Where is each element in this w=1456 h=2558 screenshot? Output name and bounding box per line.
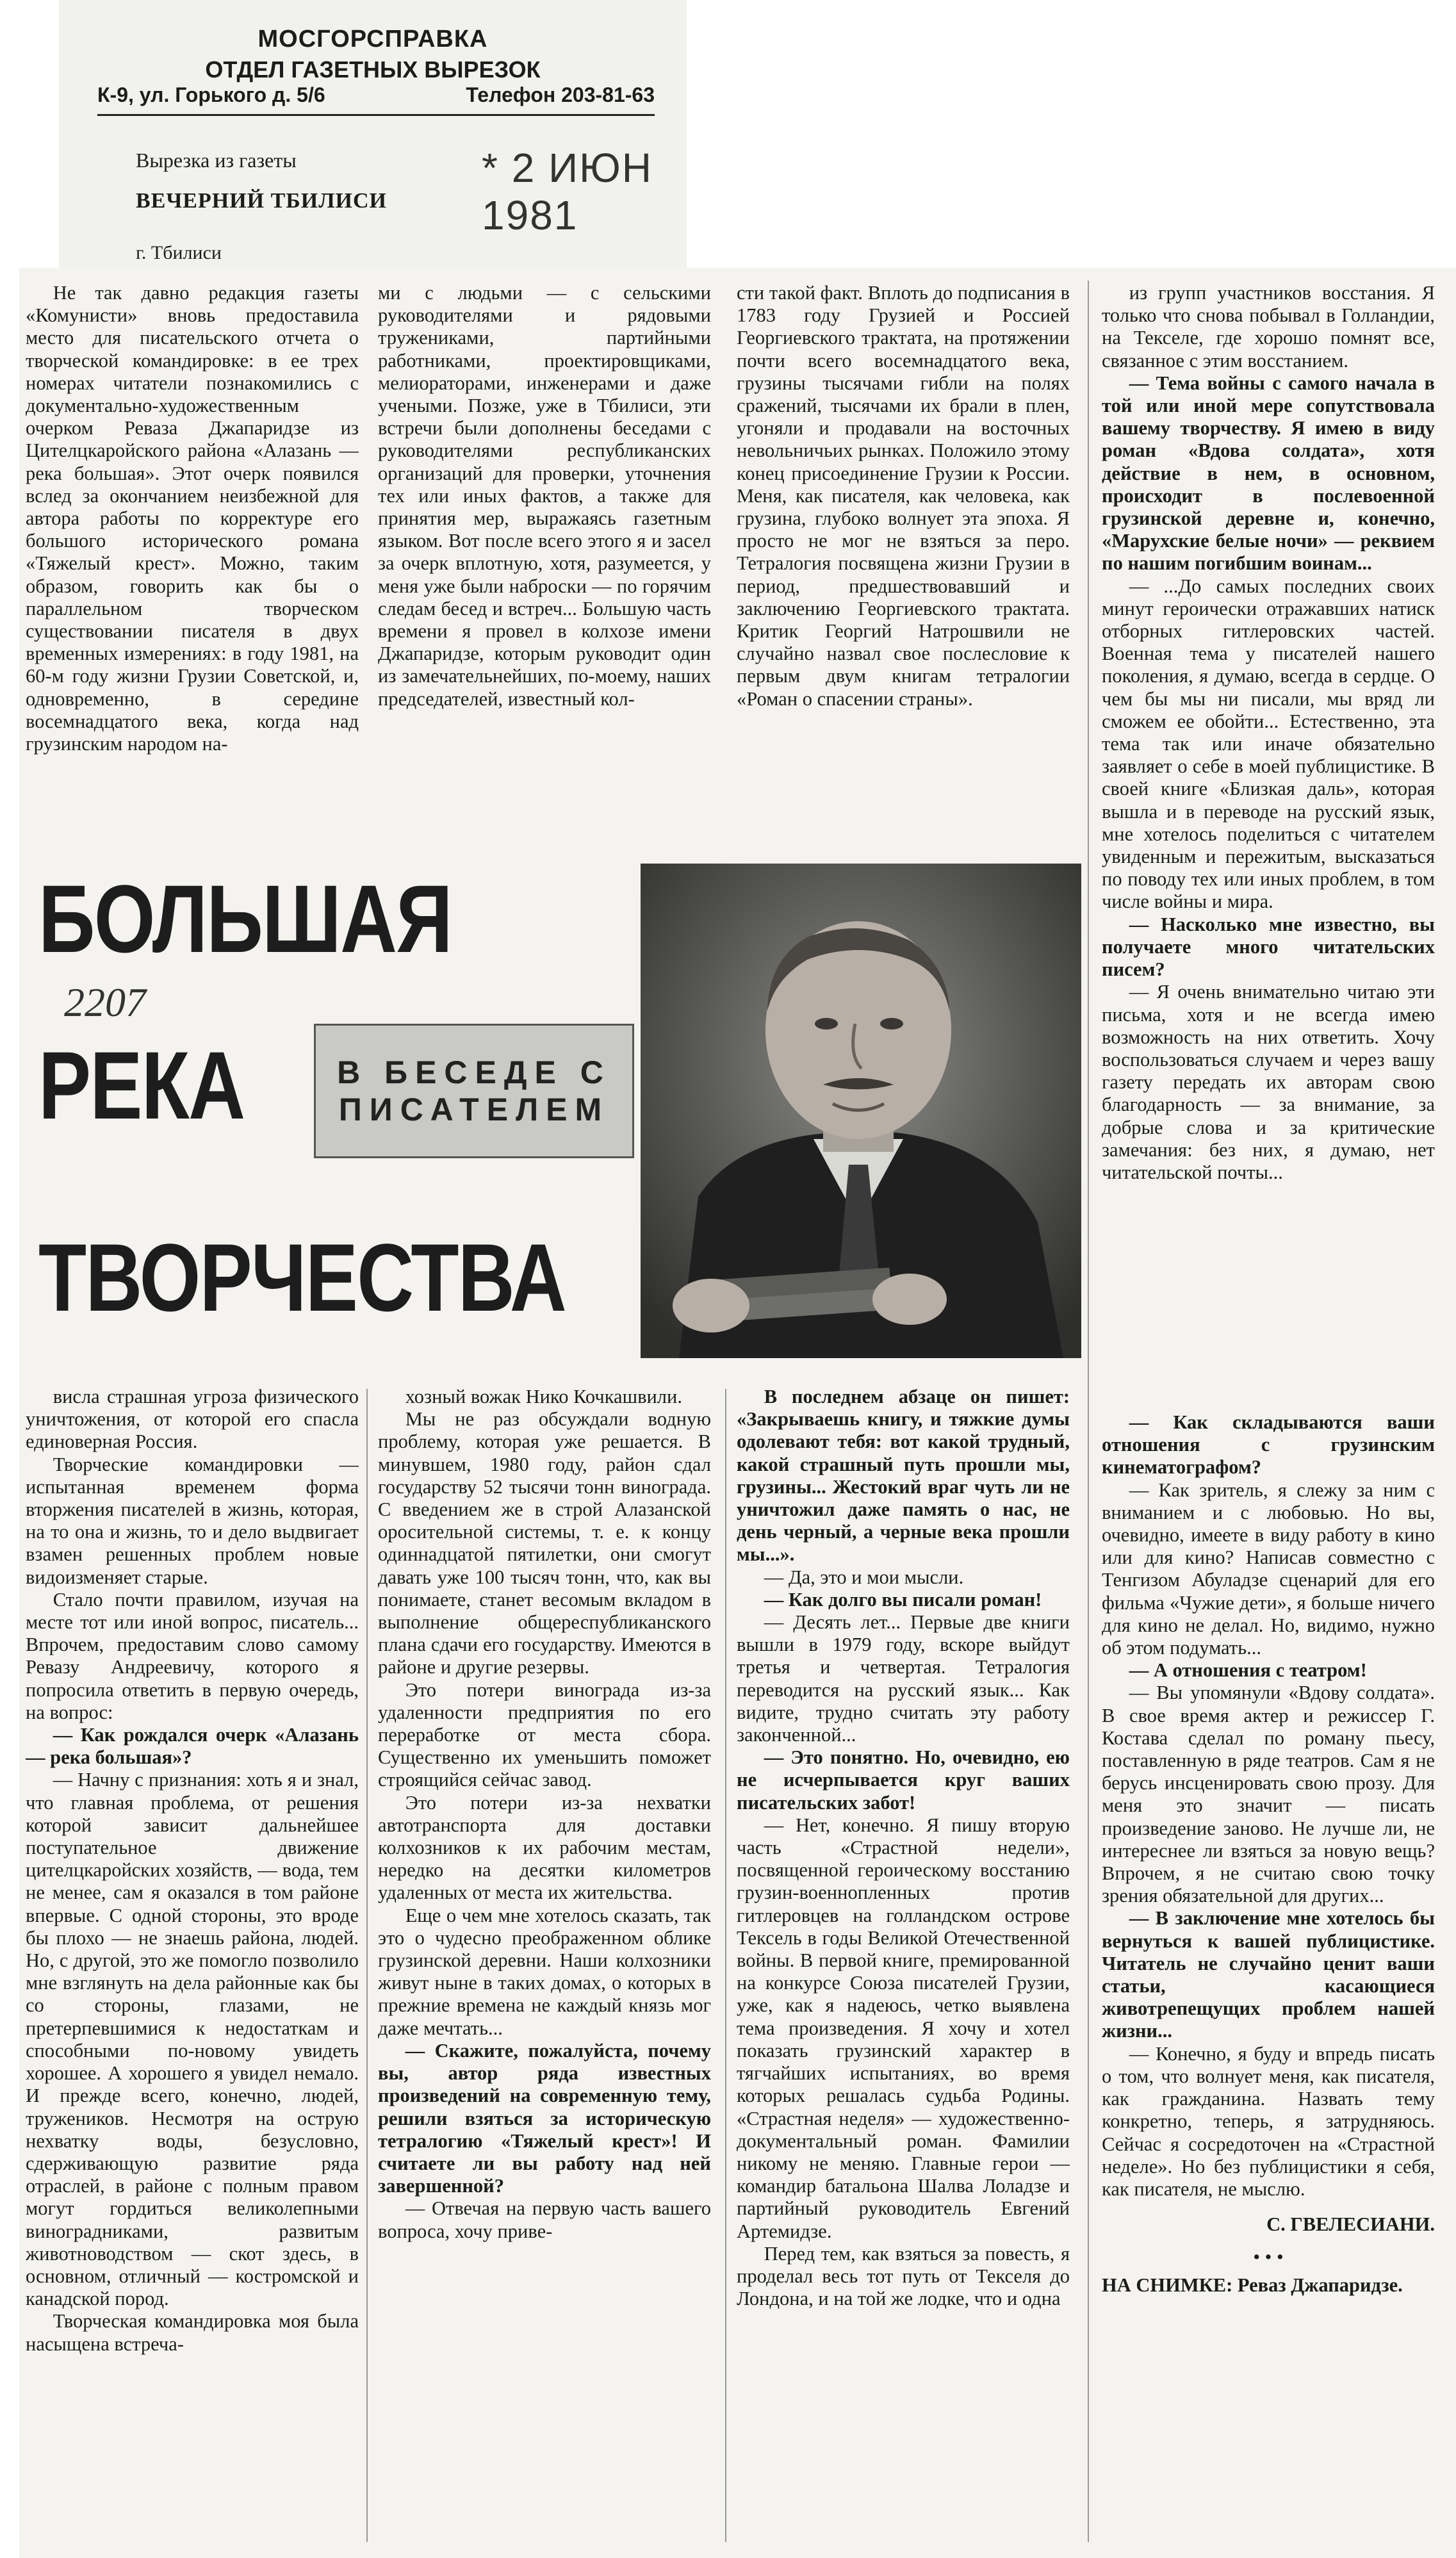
interview-question: — Это понятно. Но, очевидно, ею не исчерпывается круг ваших писательских забот! <box>737 1746 1070 1814</box>
badge-line-1: В БЕСЕДЕ С <box>337 1054 611 1090</box>
lower-column-2 <box>378 1386 711 2552</box>
article-paragraph: хозный вожак Нико Кочкашвили. <box>405 1386 682 1407</box>
interview-question: — Как рождался очерк «Алазань — река большая»? <box>26 1724 359 1769</box>
interview-question: — Скажите, пожалуйста, почему вы, автор ряда известных произведений на современную тему, решили взяться за историческую тетралогию «Тяжелый крест»! И считаете ли вы работу над ней завершенной? <box>378 2039 711 2197</box>
city: г. Тбилиси <box>136 242 222 263</box>
article-paragraph: Еще о чем мне хотелось сказать, так это о чудесно преображенном облике грузинской деревни. Наши колхозники живут ныне в таких домах, о которых в прежние времена не каждый князь мог даже мечтать... <box>378 1904 711 2039</box>
address-line <box>97 83 655 107</box>
header-divider <box>97 114 655 116</box>
upper-column-2 <box>378 282 711 846</box>
upper-column-4 <box>1102 282 1435 1400</box>
newspaper-name: ВЕЧЕРНИЙ ТБИЛИСИ <box>136 189 387 213</box>
article-paragraph: — Десять лет... Первые две книги вышли в 1979 году, вскоре выйдут третья и четвертая. Тетралогия переводится на русский язык... Как видите, трудно считать эту работу законченной... <box>737 1611 1070 1746</box>
article-paragraph: — Как зритель, я слежу за ним с вниманием и с любовью. Но вы, очевидно, имеете в виду работу в кино или для кино? Написав совместно с Тенгизом Абуладзе сценарий для его фильма «Чужие дети», я больше ничего для кино не делал. Но, видимо, нужно об этом подумать... <box>1102 1479 1435 1659</box>
article-paragraph: — Отвечая на первую часть вашего вопроса, хочу приве- <box>378 2197 711 2242</box>
department-name: ОТДЕЛ ГАЗЕТНЫХ ВЫРЕЗОК <box>205 56 541 83</box>
article-paragraph: ми с людьми — с сельскими руководителями и рядовыми тружениками, партийными работниками, проектировщиками, мелиораторами, инженерами и даже учеными. Позже, уже в Тбилиси, эти встречи были дополнены беседами с руководителями республиканских организаций для проверки, уточнения тех или иных фактов, а также для принятия мер, выражаясь газетным языком. Вот после всего этого я и засел за очерк вплотную, хотя, разумеется, у меня уже были наброски — по горячим следам бесед и встреч... Большую часть времени я провел в колхозе имени Джапаридзе, которым руководит один из замечательнейших, по-моему, наших председателей, известный кол- <box>378 282 711 710</box>
headline-line-3: ТВОРЧЕСТВА <box>38 1224 566 1331</box>
interview-question: — А отношения с театром! <box>1129 1659 1367 1682</box>
article-paragraph: Творческие командировки — испытанная временем форма вторжения писателей в жизнь, которая, на то она и жизнь, то и дело выдвигает взамен решенных проблем новые видоизменяет старые. <box>26 1453 359 1588</box>
lower-column-1 <box>26 1386 359 2552</box>
article-paragraph: Это потери из-за нехватки автотранспорта для доставки колхозников к их рабочим местам, нередко на десятки километров удаленных от места их жительства. <box>378 1791 711 1904</box>
interview-question: — Как долго вы писали роман! <box>764 1588 1042 1611</box>
author-signature: С. ГВЕЛЕСИАНИ. <box>1266 2213 1435 2236</box>
headline-block <box>38 864 641 1370</box>
article-paragraph: — Да, это и мои мысли. <box>764 1566 964 1588</box>
interview-question: — Тема войны с самого начала в той или иной мере сопутствовала вашему творчеству. Я имею в виду роман «Вдова солдата», хотя действие в нем, в основном, происходит в послевоенной грузинской деревне и, конечно, «Марухские белые ночи» — реквием по нашим погибшим воинам... <box>1102 372 1435 575</box>
article-paragraph: Творческая командировка моя была насыщена встреча- <box>26 2310 359 2355</box>
headline-line-1: БОЛЬШАЯ <box>38 865 452 972</box>
interview-question: — В заключение мне хотелось бы вернуться к вашей публицистике. Читатель не случайно ценит ваши статьи, касающиеся животрепещущих проблем нашей жизни... <box>1102 1907 1435 2042</box>
column-rule <box>725 1389 726 2542</box>
article-paragraph: — Начну с признания: хоть я и знал, что главная проблема, от решения которой зависит дальнейшее поступательное движение цителцкаройских хозяйств, — вода, тем не менее, сам я оказался в том районе впервые. С одной стороны, это вроде бы плохо — не знаешь района, людей. Но, с другой, это же помогло позволило мне взглянуть на дела районные как бы со стороны, глазами, не претерпевшимися к недостаткам и способными по-новому увидеть хорошее. А хорошего я увидел немало. И прежде всего, конечно, людей, тружеников. Несмотря на острую нехватку воды, безусловно, сдерживающую развитие ряда отраслей, в районе с полным правом могут гордиться великолепными виноградниками, развитым животноводством — скот здесь, в основном, отличный — костромской и канадской пород. <box>26 1769 359 2310</box>
article-paragraph: Не так давно редакция газеты «Комунисти» вновь предоставила место для писательского отчета о творческой командировке: в ее трех номерах читатели познакомились с документально-художественным очерком Реваза Джапаридзе из Цителцкаройского района «Алазань — река большая». Этот очерк появился вслед за окончанием неизбежной для автора работы по корректуре его большого исторического романа «Тяжелый крест». Можно, таким образом, говорить как бы о параллельном творческом существовании писателя в двух временных измерениях: в году 1981, на 60-м году жизни Грузии Советской, и, одновременно, в середине восемнадцатого века, когда над грузинским народом на- <box>26 282 359 755</box>
article-paragraph: из групп участников восстания. Я только что снова побывал в Голландии, на Текселе, где хорошо помнят все, связанное с этим восстанием. <box>1102 282 1435 372</box>
badge-line-2: ПИСАТЕЛЕМ <box>338 1092 610 1127</box>
lower-column-3 <box>737 1386 1070 2552</box>
date-stamp: * 2 ИЮН 1981 <box>482 145 653 238</box>
upper-column-3 <box>737 282 1070 846</box>
article-paragraph: Перед тем, как взяться за повесть, я проделал весь тот путь от Текселя до Лондона, и на той же лодке, что и одна <box>737 2242 1070 2310</box>
column-rule <box>366 1389 368 2542</box>
handwritten-number: 2207 <box>64 980 146 1025</box>
interview-question: — Насколько мне известно, вы получаете много читательских писем? <box>1102 913 1435 981</box>
newspaper-clipping <box>19 268 1456 2558</box>
cut-label: Вырезка из газеты <box>136 149 297 172</box>
upper-column-1 <box>26 282 359 846</box>
portrait-illustration <box>641 864 1081 1358</box>
interview-question: В последнем абзаце он пишет: «Закрываешь книгу, и тяжкие думы одолевают тебя: вот какой трудный, какой страшный путь прошли мы, грузины... Жестокий враг чуть ли не уничтожил даже память о нас, не день черный, а черные века прошли мы...». <box>737 1386 1070 1566</box>
article-paragraph: сти такой факт. Вплоть до подписания в 1783 году Грузией и Россией Георгиевского трактата, на протяжении почти всего восемнадцатого века, грузины тысячами гибли на полях сражений, тысячами их брали в плен, угоняли и продавали на восточных невольничьих рынках. Положило этому конец присоединение Грузии к России. Меня, как писателя, как человека, как грузина, глубоко волнует эта эпоха. Я просто не мог не взяться за перо. Тетралогия посвящена жизни Грузии в период, предшествовавший и заключению Георгиевского трактата. Критик Георгий Натрошвили не случайно назвал свое послесловие к первым двум книгам тетралогии «Роман о спасении страны». <box>737 282 1070 710</box>
rubric-badge <box>314 1024 634 1158</box>
agency-name: МОСГОРСПРАВКА <box>258 26 488 53</box>
article-paragraph: Мы не раз обсуждали водную проблему, которая уже решается. В минувшем, 1980 году, район сдал государству 52 тысячи тонн винограда. С введением же в строй Алазанской оросительной системы, т. е. к концу одиннадцатой пятилетки, они смогут давать уже 100 тысяч тонн, что, как вы понимаете, станет весомым вкладом в выполнение общереспубликанского плана сдачи его государству. Имеются в районе и другие резервы. <box>378 1408 711 1678</box>
phone: Телефон 203-81-63 <box>466 83 655 106</box>
interview-question: — Как складываются ваши отношения с грузинским кинематографом? <box>1102 1411 1435 1479</box>
article-paragraph: — Вы упомянули «Вдову солдата». В свое время актер и режиссер Г. Костава сделал по роману пьесу, поставленную в ряде театров. Сам я не берусь инсценировать свою прозу. Для меня это значит — писать произведение заново. Не лучше ли, не интереснее ли взяться за новую вещь? Впрочем, я не считаю свою точку зрения обязательной для других... <box>1102 1682 1435 1907</box>
clipping-service-header <box>59 0 687 269</box>
photo-caption: НА СНИМКЕ: Реваз Джапаридзе. <box>1102 2274 1403 2296</box>
author-photo <box>641 864 1081 1358</box>
article-paragraph: — Конечно, я буду и впредь писать о том, что волнует меня, как писателя, как гражданина. Назвать тему конкретно, теперь, я затрудняюсь. Сейчас я сосредоточен на «Страстной неделе». Но без публицистики я себя, как писателя, не мыслю. <box>1102 2042 1435 2200</box>
address: К-9, ул. Горького д. 5/6 <box>97 83 325 106</box>
headline-line-2: РЕКА <box>38 1031 245 1139</box>
lower-column-4 <box>1102 1411 1435 2552</box>
article-paragraph: — Нет, конечно. Я пишу вторую часть «Страстной недели», посвященной героическому восстанию грузин-военнопленных против гитлеровцев на голландском острове Тексель в годы Великой Отечественной войны. В первой книге, премированной на конкурсе Союза писателей Грузии, уже, как я надеюсь, четко выявлена тема произведения. Я хочу и хотел показать грузинский характер в тягчайших испытаниях, во время которых решалась судьба Родины. «Страстная неделя» — художественно-документальный роман. Фамилии никому не меняю. Главные герои — командир батальона Шалва Лоладзе и партийный руководитель Евгений Артемидзе. <box>737 1814 1070 2242</box>
article-paragraph: висла страшная угроза физического уничтожения, от которой его спасла единоверная Россия. <box>26 1386 359 1453</box>
column-rule <box>1088 281 1089 2542</box>
article-paragraph: — ...До самых последних своих минут героически отражавших натиск отборных гитлеровских частей. Военная тема у писателей нашего поколения, я думаю, всегда в сердце. О чем бы мы ни писали, мы вряд ли сможем ее обойти... Естественно, эта тема так или иначе обязательно заявляет о себе в моей публицистике. В своей книге «Близкая даль», которая вышла и в переводе на русский язык, мне хотелось поделиться с читателем увиденным и пережитым, высказаться по поводу тех или иных проблем, в том числе войны и мира. <box>1102 575 1435 913</box>
article-paragraph: Это потери винограда из-за удаленности предприятия по его переработке от места сбора. Существенно их уменьшить поможет строящийся сейчас завод. <box>378 1678 711 1791</box>
separator-dots: • • • <box>1253 2246 1284 2268</box>
article-paragraph: — Я очень внимательно читаю эти письма, хотя и не всегда имею возможность на них ответить. Хочу воспользоваться случаем и через вашу газету передать их авторам свою благодарность — за внимание, за добрые слова и за критические замечания: без них, я думаю, нет читательской почты... <box>1102 981 1435 1183</box>
article-paragraph: Стало почти правилом, изучая на месте тот или иной вопрос, писатель... Впрочем, предоставим слово самому Ревазу Андреевичу, которого я попросила ответить в первую очередь, на вопрос: <box>26 1588 359 1723</box>
